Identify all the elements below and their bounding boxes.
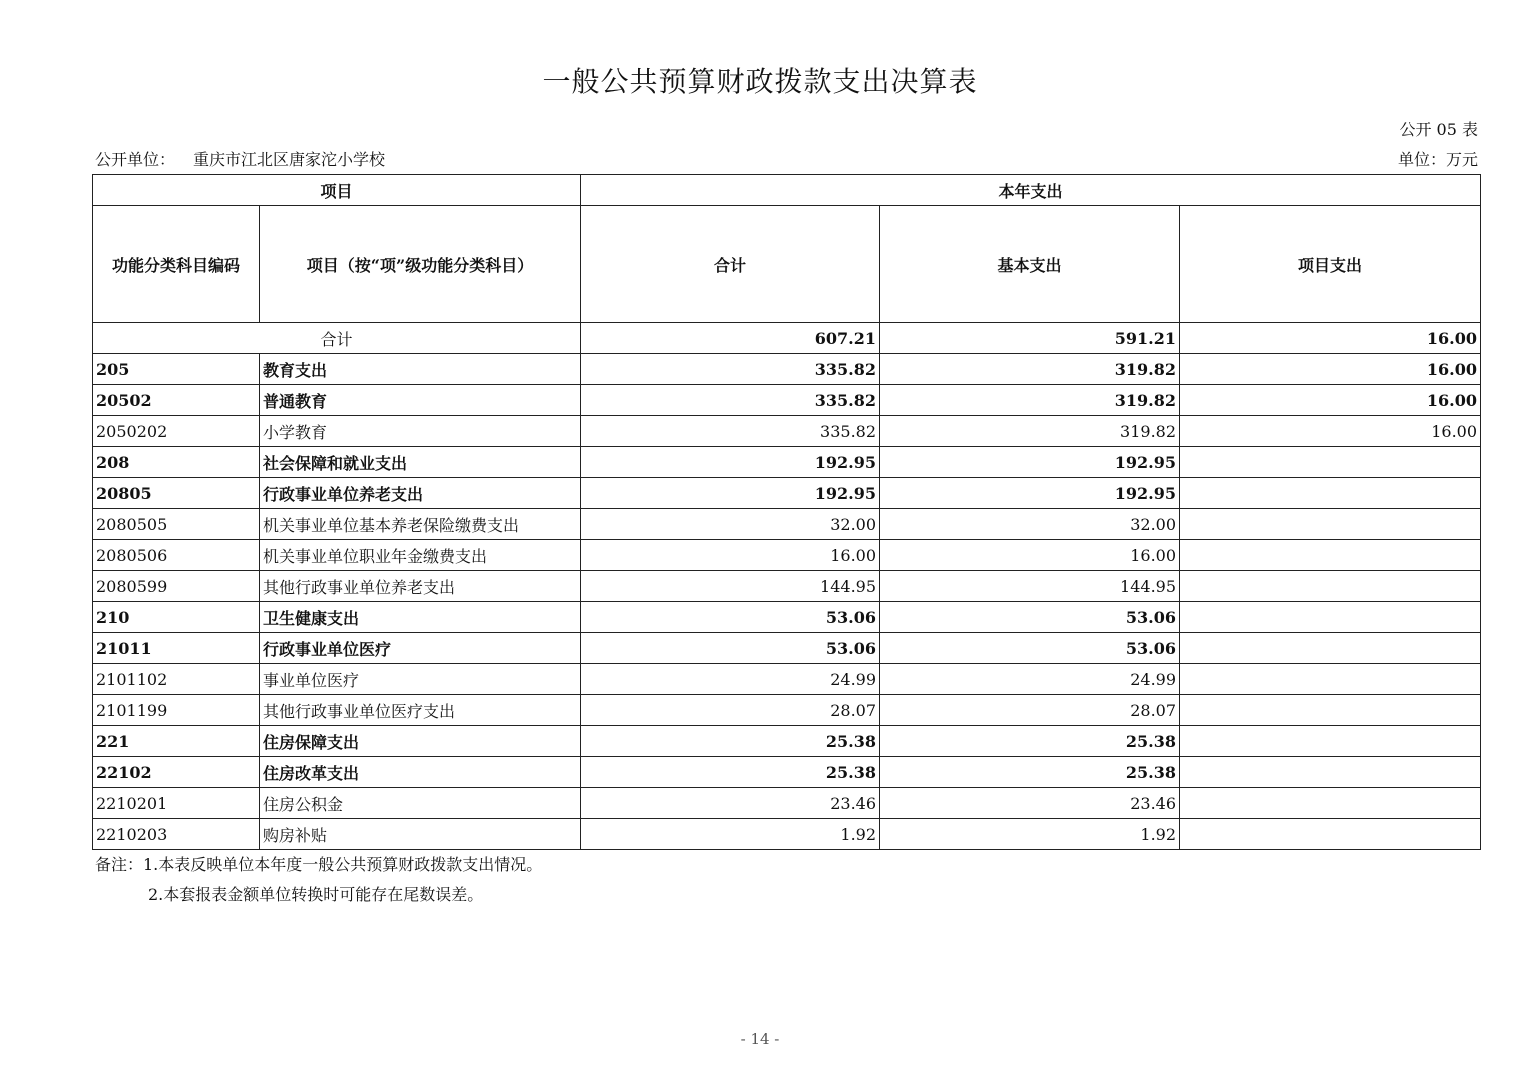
table-row: [93, 354, 1481, 385]
header-project: 项目支出: [1180, 206, 1481, 323]
table-row: [93, 509, 1481, 540]
cell-name: 其他行政事业单位医疗支出: [260, 695, 581, 726]
cell-name: 购房补贴: [260, 819, 581, 850]
table-row: [93, 788, 1481, 819]
cell-basic: 23.46: [880, 788, 1180, 819]
cell-name: 机关事业单位职业年金缴费支出: [260, 540, 581, 571]
total-label: 合计: [93, 323, 581, 354]
cell-basic: 319.82: [880, 354, 1180, 385]
header-group-item: 项目: [93, 175, 581, 206]
cell-code: 210: [93, 602, 260, 633]
cell-total: 25.38: [581, 757, 880, 788]
cell-name: 普通教育: [260, 385, 581, 416]
cell-basic: 24.99: [880, 664, 1180, 695]
cell-basic: 319.82: [880, 385, 1180, 416]
cell-total: 23.46: [581, 788, 880, 819]
cell-code: 2050202: [93, 416, 260, 447]
cell-code: 21011: [93, 633, 260, 664]
cell-project: 16.00: [1180, 354, 1481, 385]
cell-project: 16.00: [1180, 385, 1481, 416]
header-basic: 基本支出: [880, 206, 1180, 323]
cell-basic: 53.06: [880, 633, 1180, 664]
organization-name: 重庆市江北区唐家沱小学校: [193, 150, 386, 169]
cell-name: 社会保障和就业支出: [260, 447, 581, 478]
cell-name: 机关事业单位基本养老保险缴费支出: [260, 509, 581, 540]
cell-total: 25.38: [581, 726, 880, 757]
cell-project: [1180, 633, 1481, 664]
cell-basic: 144.95: [880, 571, 1180, 602]
header-code: 功能分类科目编码: [93, 206, 260, 323]
total-project: 16.00: [1180, 323, 1481, 354]
cell-name: 住房改革支出: [260, 757, 581, 788]
cell-code: 2080599: [93, 571, 260, 602]
cell-total: 144.95: [581, 571, 880, 602]
cell-name: 住房公积金: [260, 788, 581, 819]
page-title: 一般公共预算财政拨款支出决算表: [542, 65, 978, 98]
header-group-year: 本年支出: [581, 175, 1481, 206]
cell-total: 335.82: [581, 354, 880, 385]
table-group-header-row: [93, 175, 1481, 206]
cell-code: 205: [93, 354, 260, 385]
cell-basic: 25.38: [880, 726, 1180, 757]
table-row: [93, 664, 1481, 695]
cell-total: 192.95: [581, 447, 880, 478]
cell-total: 53.06: [581, 602, 880, 633]
table-column-header-row: [93, 206, 1481, 323]
cell-basic: 192.95: [880, 478, 1180, 509]
cell-name: 行政事业单位养老支出: [260, 478, 581, 509]
cell-code: 2101199: [93, 695, 260, 726]
table-row: [93, 695, 1481, 726]
cell-total: 53.06: [581, 633, 880, 664]
cell-basic: 28.07: [880, 695, 1180, 726]
cell-project: [1180, 571, 1481, 602]
header-total: 合计: [581, 206, 880, 323]
cell-code: 208: [93, 447, 260, 478]
cell-total: 16.00: [581, 540, 880, 571]
cell-name: 事业单位医疗: [260, 664, 581, 695]
cell-project: [1180, 819, 1481, 850]
cell-basic: 25.38: [880, 757, 1180, 788]
cell-code: 22102: [93, 757, 260, 788]
table-row: [93, 757, 1481, 788]
cell-project: [1180, 695, 1481, 726]
cell-basic: 32.00: [880, 509, 1180, 540]
table-row: [93, 571, 1481, 602]
cell-total: 192.95: [581, 478, 880, 509]
table-row: [93, 633, 1481, 664]
cell-project: [1180, 540, 1481, 571]
cell-name: 卫生健康支出: [260, 602, 581, 633]
cell-name: 其他行政事业单位养老支出: [260, 571, 581, 602]
cell-total: 28.07: [581, 695, 880, 726]
expenditure-table: [92, 174, 1481, 850]
table-body: [93, 323, 1481, 850]
table-row: [93, 478, 1481, 509]
cell-total: 24.99: [581, 664, 880, 695]
cell-name: 住房保障支出: [260, 726, 581, 757]
table-row: [93, 385, 1481, 416]
cell-project: 16.00: [1180, 416, 1481, 447]
cell-code: 2210203: [93, 819, 260, 850]
cell-project: [1180, 757, 1481, 788]
cell-total: 32.00: [581, 509, 880, 540]
form-number: 公开 05 表: [1399, 120, 1478, 139]
header-name: 项目（按“项”级功能分类科目）: [260, 206, 581, 323]
cell-total: 335.82: [581, 385, 880, 416]
cell-project: [1180, 788, 1481, 819]
unit-label: 单位：万元: [1397, 150, 1478, 169]
cell-name: 教育支出: [260, 354, 581, 385]
cell-basic: 16.00: [880, 540, 1180, 571]
note-line-2: 2.本套报表金额单位转换时可能存在尾数误差。: [148, 885, 484, 904]
organization-line: [95, 147, 385, 170]
cell-code: 2210201: [93, 788, 260, 819]
cell-name: 行政事业单位医疗: [260, 633, 581, 664]
cell-basic: 1.92: [880, 819, 1180, 850]
table-row: [93, 447, 1481, 478]
table-row: [93, 602, 1481, 633]
cell-basic: 319.82: [880, 416, 1180, 447]
cell-total: 335.82: [581, 416, 880, 447]
table-row: [93, 726, 1481, 757]
notes: [95, 850, 542, 910]
page-number: - 14 -: [740, 1030, 780, 1048]
note-line-1: 备注：1.本表反映单位本年度一般公共预算财政拨款支出情况。: [95, 855, 543, 874]
cell-name: 小学教育: [260, 416, 581, 447]
cell-code: 2080506: [93, 540, 260, 571]
cell-code: 2101102: [93, 664, 260, 695]
cell-project: [1180, 602, 1481, 633]
cell-total: 1.92: [581, 819, 880, 850]
cell-project: [1180, 478, 1481, 509]
cell-basic: 53.06: [880, 602, 1180, 633]
cell-project: [1180, 664, 1481, 695]
total-row: [93, 323, 1481, 354]
table-row: [93, 819, 1481, 850]
organization-label: 公开单位：: [95, 150, 176, 169]
cell-code: 2080505: [93, 509, 260, 540]
cell-basic: 192.95: [880, 447, 1180, 478]
cell-project: [1180, 509, 1481, 540]
total-basic: 591.21: [880, 323, 1180, 354]
cell-project: [1180, 447, 1481, 478]
cell-code: 221: [93, 726, 260, 757]
table-row: [93, 540, 1481, 571]
cell-code: 20805: [93, 478, 260, 509]
total-amount: 607.21: [581, 323, 880, 354]
table-row: [93, 416, 1481, 447]
cell-code: 20502: [93, 385, 260, 416]
cell-project: [1180, 726, 1481, 757]
